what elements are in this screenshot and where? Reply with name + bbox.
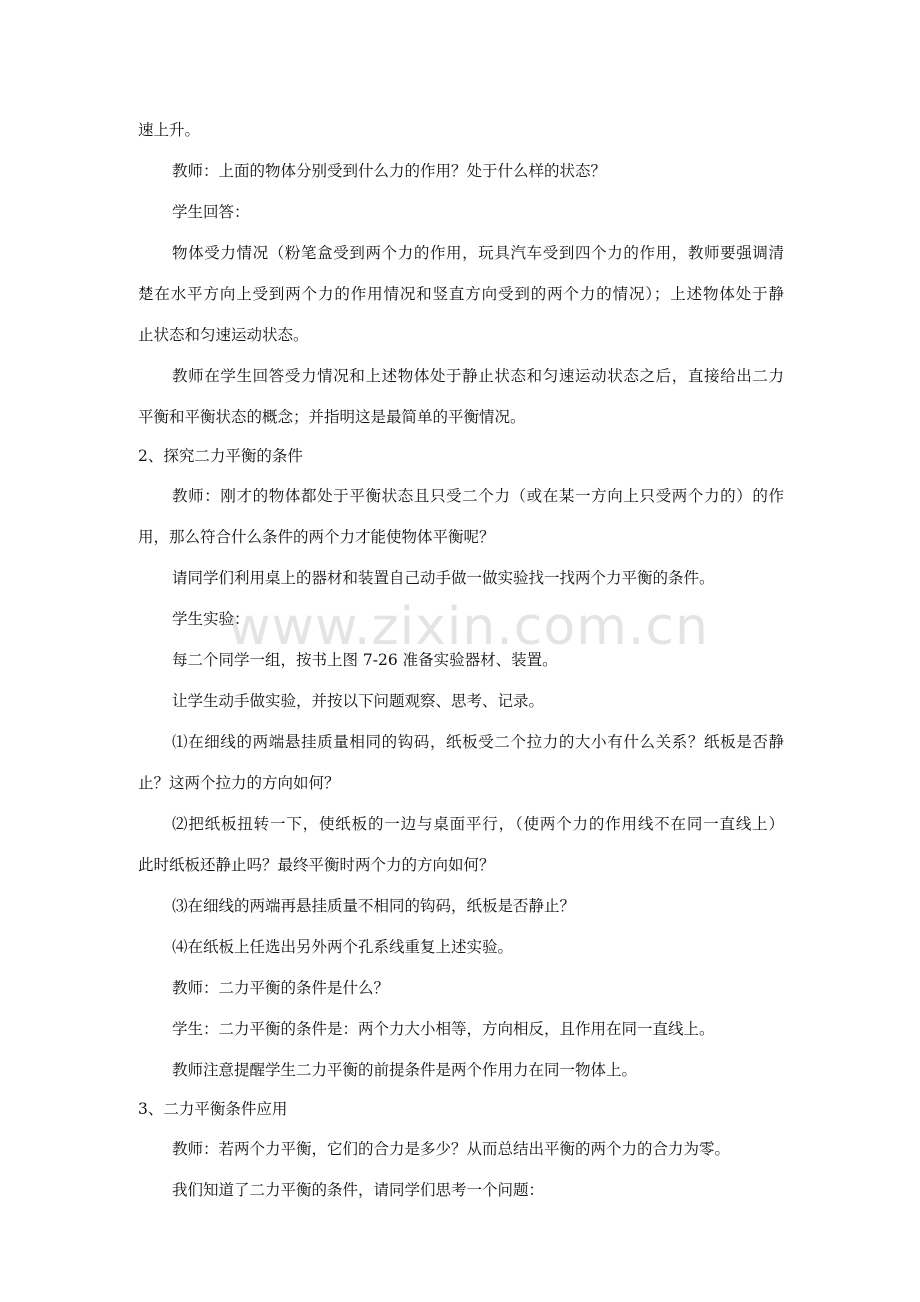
paragraph-line: 学生回答： <box>172 203 250 221</box>
section-heading: 3、二力平衡条件应用 <box>138 1100 288 1118</box>
paragraph-line: 教师：刚才的物体都处于平衡状态且只受二个力（或在某一方向上只受两个力的）的作 <box>172 487 784 505</box>
paragraph-line: 速上升。 <box>138 121 201 139</box>
paragraph-line: 我们知道了二力平衡的条件，请同学们思考一个问题： <box>172 1181 545 1199</box>
paragraph-line: ⑵把纸板扭转一下，使纸板的一边与桌面平行，（使两个力的作用线不在同一直线上） <box>172 815 784 833</box>
paragraph-line: 止状态和匀速运动状态。 <box>138 326 309 344</box>
paragraph-line: 止？这两个拉力的方向如何？ <box>138 774 340 792</box>
section-heading: 2、探究二力平衡的条件 <box>138 447 303 465</box>
paragraph-line: ⑷在纸板上任选出另外两个孔系线重复上述实验。 <box>172 938 514 956</box>
paragraph-line: 用，那么符合什么条件的两个力才能使物体平衡呢？ <box>138 528 495 546</box>
watermark: www.zixin.com.cn <box>228 597 709 657</box>
paragraph-line: 教师注意提醒学生二力平衡的前提条件是两个作用力在同一物体上。 <box>172 1061 638 1079</box>
paragraph-line: 学生：二力平衡的条件是：两个力大小相等，方向相反，且作用在同一直线上。 <box>172 1020 715 1038</box>
paragraph-line: 教师：上面的物体分别受到什么力的作用？处于什么样的状态？ <box>172 162 607 180</box>
paragraph-line: 每二个同学一组，按书上图 7-26 准备实验器材、装置。 <box>172 651 558 669</box>
paragraph-line: 楚在水平方向上受到两个力的作用情况和竖直方向受到的两个力的情况）；上述物体处于静 <box>138 285 784 303</box>
paragraph-line: 此时纸板还静止吗？最终平衡时两个力的方向如何？ <box>138 856 495 874</box>
paragraph-line: ⑴在细线的两端悬挂质量相同的钩码，纸板受二个拉力的大小有什么关系？纸板是否静 <box>172 733 784 751</box>
paragraph-line: 教师：若两个力平衡，它们的合力是多少？从而总结出平衡的两个力的合力为零。 <box>172 1140 731 1158</box>
paragraph-line: 教师在学生回答受力情况和上述物体处于静止状态和匀速运动状态之后，直接给出二力 <box>172 367 784 385</box>
paragraph-line: 请同学们利用桌上的器材和装置自己动手做一做实验找一找两个力平衡的条件。 <box>172 569 715 587</box>
paragraph-line: ⑶在细线的两端再悬挂质量不相同的钩码，纸板是否静止？ <box>172 897 576 915</box>
paragraph-line: 教师：二力平衡的条件是什么？ <box>172 979 390 997</box>
paragraph-line: 平衡和平衡状态的概念；并指明这是最简单的平衡情况。 <box>138 408 526 426</box>
paragraph-line: 物体受力情况（粉笔盒受到两个力的作用，玩具汽车受到四个力的作用，教师要强调清 <box>172 244 784 262</box>
paragraph-line: 学生实验： <box>172 610 250 628</box>
paragraph-line: 让学生动手做实验，并按以下问题观察、思考、记录。 <box>172 692 545 710</box>
